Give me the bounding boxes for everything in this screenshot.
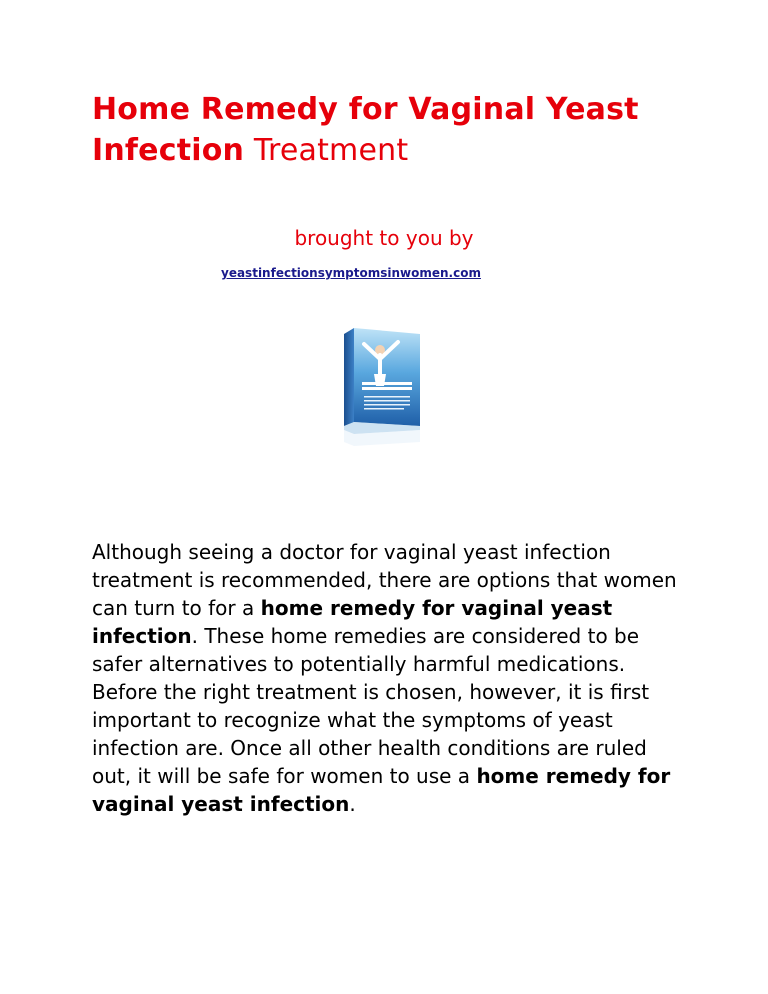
title-bold: Home Remedy for Vaginal Yeast Infection: [92, 92, 639, 168]
ebook-cover-image: [340, 326, 424, 448]
byline: [0, 226, 768, 250]
body-paragraph: [92, 538, 692, 818]
paragraph-text: .: [349, 792, 356, 816]
paragraph-emphasis: home remedy for vaginal yeast infection: [92, 764, 671, 816]
document-title: [92, 89, 692, 171]
byline-text: brought to you by: [294, 226, 474, 250]
website-link[interactable]: yeastinfectionsymptomsinwomen.com: [221, 266, 481, 280]
paragraph-text: Although seeing a doctor for vaginal yeast infection treatment is recommended, there are options that women can turn to for a: [92, 540, 677, 620]
title-normal: Treatment: [253, 133, 409, 168]
paragraph-text: . These home remedies are considered to be safer alternatives to potentially harmful medications. Before the right treatment is chosen, however, it is first important to recognize what the symptoms of yeast infection are. Once all other health conditions are ruled out, it will be safe for women to use a: [92, 624, 650, 788]
paragraph-emphasis: home remedy for vaginal yeast infection: [92, 596, 613, 648]
